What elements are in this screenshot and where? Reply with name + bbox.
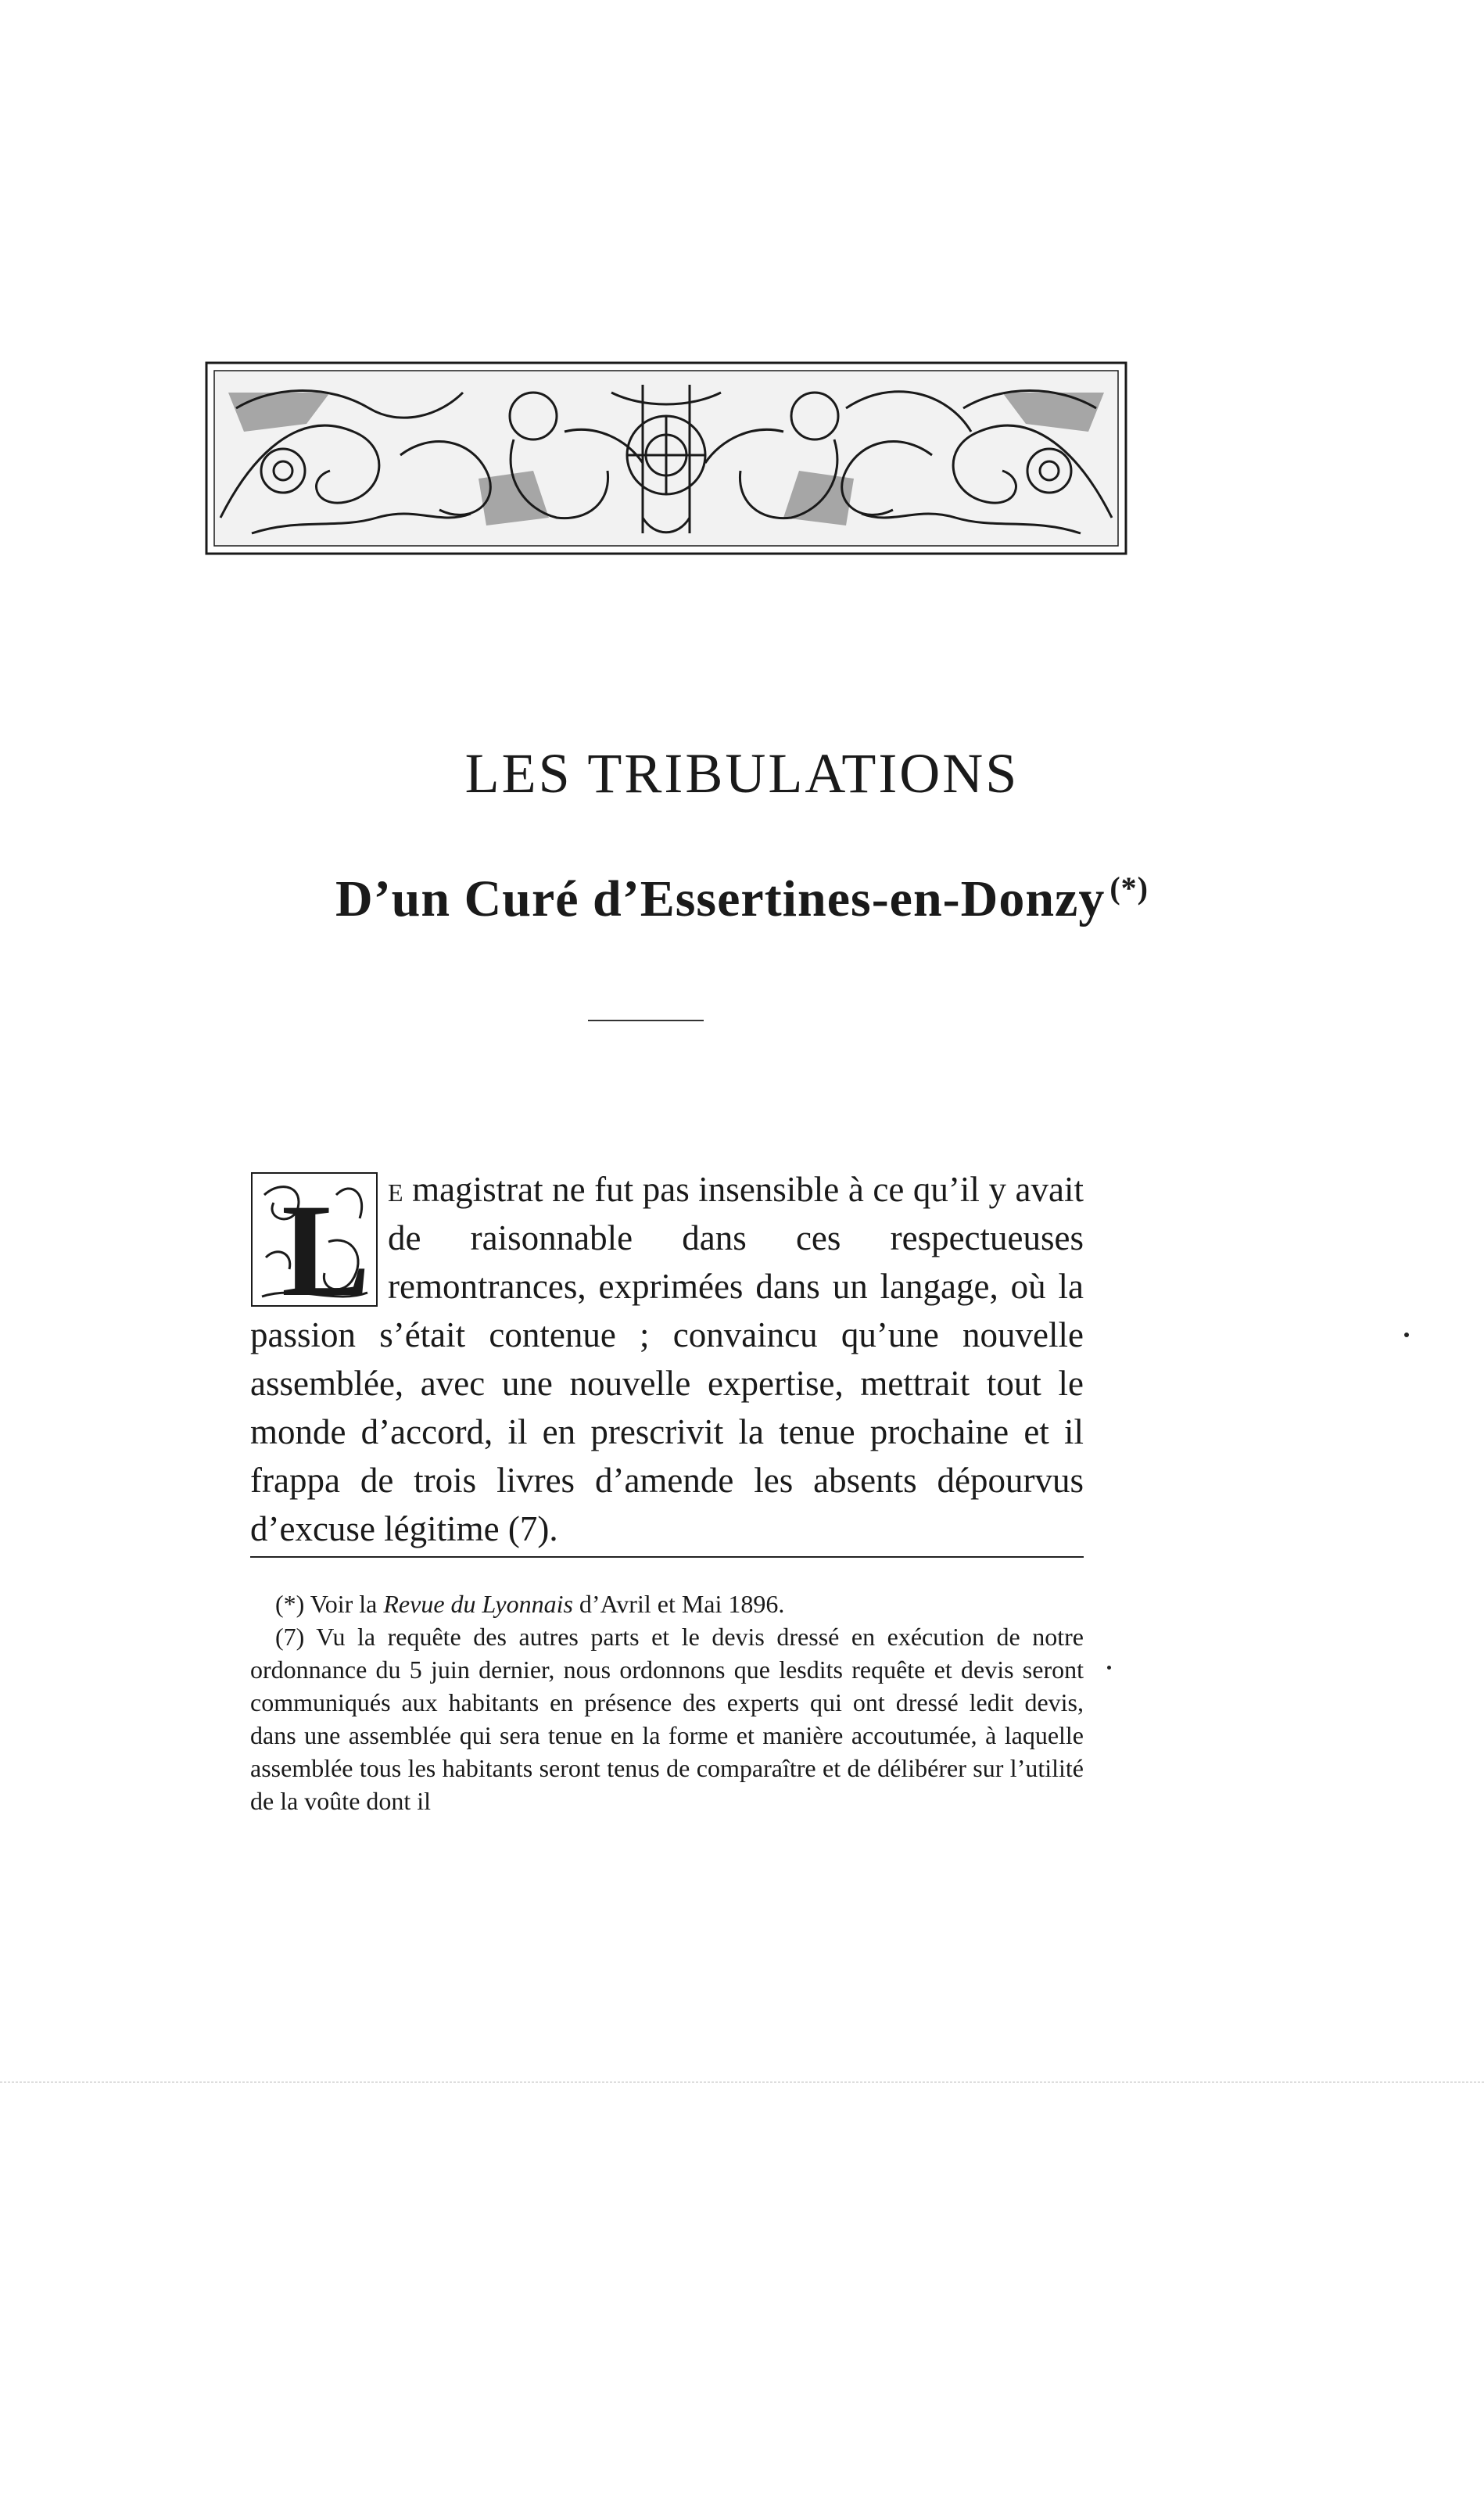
subtitle-text: D’un Curé d’Essertines-en-Donzy <box>335 870 1106 927</box>
body-paragraph <box>250 1165 1084 1553</box>
footnote-text: Vu la requête des autres parts et le devis dressé en exécution de notre ordonnance du 5 juin dernier, nous ordonnons que lesdits requête et devis seront communiqués aux habitants en présence des experts qui ont dressé ledit devis, dans une assemblée qui sera tenue en la forme et manière accoutumée, à laquelle assemblée tous les habitants seront tenus de comparaître et de délibérer sur l’utilité de la voûte dont il <box>250 1623 1084 1815</box>
title-divider <box>588 1020 704 1021</box>
page-subtitle <box>0 870 1484 929</box>
footnote-item <box>250 1587 1084 1620</box>
footnote-marker: (*) <box>275 1590 305 1618</box>
footnote-divider <box>250 1556 1084 1558</box>
footnote-item <box>250 1620 1084 1817</box>
footnote-text-end: d’Avril et Mai 1896. <box>572 1590 785 1618</box>
footnote-text: Voir la <box>304 1590 384 1618</box>
ornamental-headpiece-icon <box>205 361 1127 555</box>
decorated-initial-icon <box>250 1171 378 1307</box>
body-first-letters: e <box>388 1170 403 1209</box>
footnotes <box>250 1587 1084 1817</box>
footnote-italic-title: Revue du Lyonnais <box>383 1590 573 1618</box>
page-title: LES TRIBULATIONS <box>464 742 1020 805</box>
footnote-marker: (7) <box>275 1623 305 1651</box>
scan-speck <box>1107 1666 1111 1670</box>
svg-text:L: L <box>281 1177 371 1307</box>
scan-speck <box>1404 1333 1409 1337</box>
subtitle-footnote-ref: (*) <box>1109 870 1149 906</box>
body-continuation: magistrat ne fut pas insensible à ce qu’il y avait de raisonnable dans ces respectueuses remontrances, exprimées dans un langage, où la passion s’était contenue ; convaincu qu’une nouvelle assemblée, avec une nouvelle expertise, mettrait tout le monde d’accord, il en prescrivit la tenue prochaine et il frappa de trois livres d’amende les absents dépourvus d’excuse légitime (7). <box>250 1170 1084 1548</box>
